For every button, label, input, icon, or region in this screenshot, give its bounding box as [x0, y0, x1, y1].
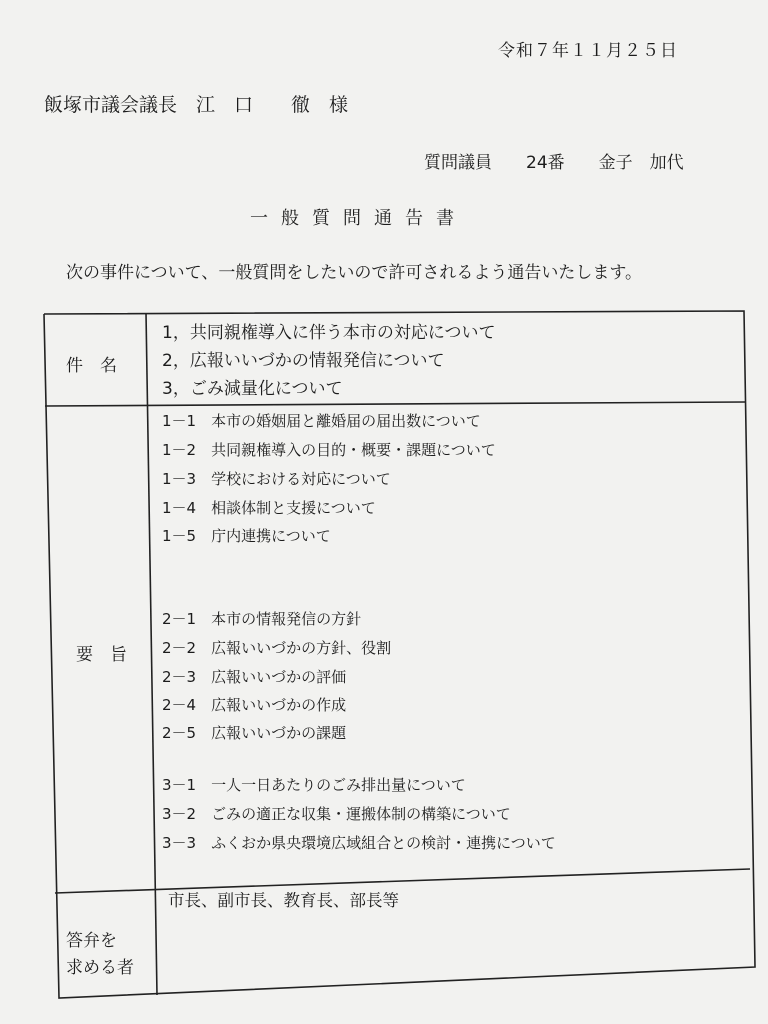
subject-item: 1，共同親権導入に伴う本市の対応について — [162, 323, 496, 343]
respondent-label-line: 求める者 — [66, 958, 134, 978]
summary-item: 1－5 庁内連携について — [162, 527, 331, 545]
subject-list — [162, 318, 495, 402]
document-title: 一般質問通告書 — [250, 208, 467, 229]
summary-item: 1－3 学校における対応について — [162, 470, 391, 488]
subject-item: 3，ごみ減量化について — [162, 379, 343, 399]
row-divider-summary — [55, 869, 750, 893]
summary-item: 1－1 本市の婚姻届と離婚届の届出数について — [162, 412, 481, 430]
document-date: 令和７年１１月２５日 — [498, 41, 678, 61]
respondent-label — [66, 926, 134, 980]
label-column-divider — [146, 313, 157, 995]
summary-item: 2－3 広報いいづかの評価 — [162, 668, 347, 686]
questioner: 質問議員 24番 金子 加代 — [424, 153, 684, 173]
summary-item: 3－2 ごみの適正な収集・運搬体制の構築について — [162, 805, 511, 823]
summary-item: 2－1 本市の情報発信の方針 — [162, 610, 362, 628]
intro-sentence: 次の事件について、一般質問をしたいので許可されるよう通告いたします。 — [66, 263, 642, 283]
respondent-label-line: 答弁を — [66, 931, 117, 951]
summary-item: 2－2 広報いいづかの方針、役割 — [162, 639, 392, 657]
summary-item: 1－2 共同親権導入の目的・概要・課題について — [162, 441, 496, 459]
row-divider-subject — [45, 402, 745, 406]
summary-item: 3－3 ふくおか県央環境広域組合との検討・連携について — [162, 834, 556, 852]
summary-item: 2－4 広報いいづかの作成 — [162, 696, 347, 714]
subject-label: 件 名 — [66, 356, 117, 376]
summary-item: 1－4 相談体制と支援について — [162, 499, 376, 517]
summary-item: 2－5 広報いいづかの課題 — [162, 724, 347, 742]
summary-item: 3－1 一人一日あたりのごみ排出量について — [162, 776, 466, 794]
summary-label: 要 旨 — [76, 645, 127, 665]
addressee: 飯塚市議会議長 江 口 徹 様 — [44, 94, 349, 116]
respondents: 市長、副市長、教育長、部長等 — [168, 891, 399, 910]
subject-item: 2，広報いいづかの情報発信について — [162, 351, 445, 371]
